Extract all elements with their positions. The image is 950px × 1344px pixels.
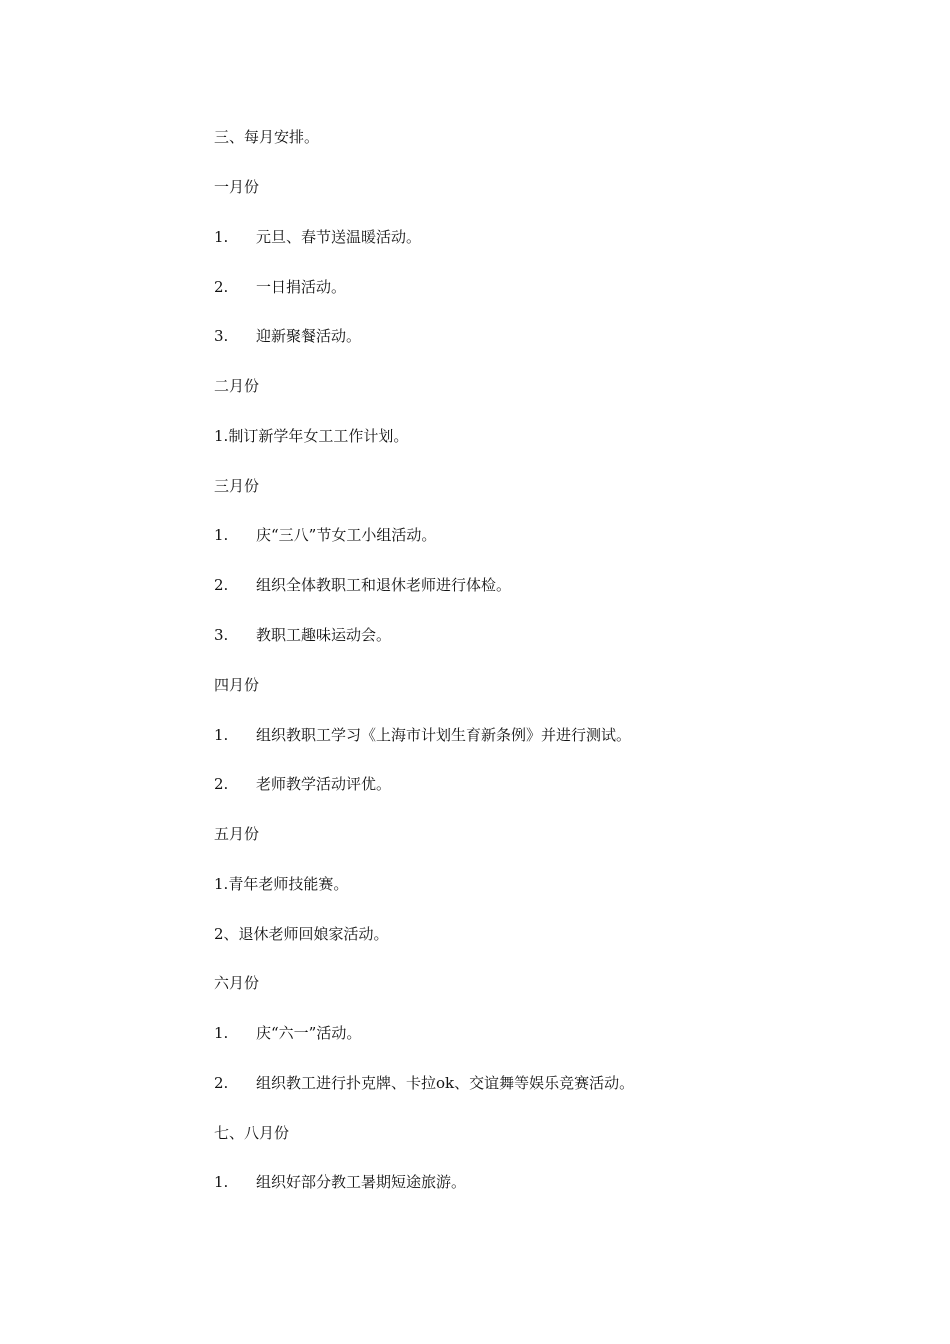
list-item [214,1023,361,1043]
list-item [214,426,408,446]
item-text: 迎新聚餐活动。 [256,327,362,345]
item-text: 退休老师回娘家活动。 [238,925,389,943]
list-item [214,1172,466,1192]
item-text: 庆“三八”节女工小组活动。 [256,526,437,544]
item-number: 1. [214,228,229,246]
item-number: 2、 [214,925,239,943]
item-text: 元旦、春节送温暖活动。 [256,228,422,246]
item-text: 制订新学年女工工作计划。 [228,427,409,445]
month-heading: 二月份 [214,377,260,395]
item-text: 组织教工进行扑克牌、卡拉ok、交谊舞等娱乐竞赛活动。 [256,1074,635,1092]
item-text: 庆“六一”活动。 [256,1024,362,1042]
item-text: 青年老师技能赛。 [228,875,349,893]
list-item [214,227,421,247]
list-item [214,725,631,745]
item-number: 2. [214,1074,229,1092]
list-item [214,625,391,645]
item-number: 3. [214,327,229,345]
list-item [214,774,391,794]
item-text: 组织全体教职工和退休老师进行体检。 [256,576,512,594]
item-text: 组织教职工学习《上海市计划生育新条例》并进行测试。 [256,726,632,744]
item-number: 1. [214,875,229,893]
item-text: 组织好部分教工暑期短途旅游。 [256,1173,467,1191]
item-number: 2. [214,278,229,296]
list-item [214,277,346,297]
month-heading: 三月份 [214,477,260,495]
item-number: 1. [214,526,229,544]
month-heading: 一月份 [214,178,260,196]
item-text: 教职工趣味运动会。 [256,626,392,644]
list-item [214,1073,634,1093]
item-number: 2. [214,576,229,594]
item-text: 老师教学活动评优。 [256,775,392,793]
list-item [214,575,511,595]
item-number: 1. [214,1024,229,1042]
list-item [214,525,436,545]
month-heading: 四月份 [214,676,260,694]
section-heading: 三、每月安排。 [214,128,320,146]
item-text: 一日捐活动。 [256,278,347,296]
month-heading: 五月份 [214,825,260,843]
item-number: 1. [214,1173,229,1191]
list-item [214,326,361,346]
list-item [214,924,389,944]
item-number: 1. [214,726,229,744]
item-number: 1. [214,427,229,445]
item-number: 3. [214,626,229,644]
item-number: 2. [214,775,229,793]
month-heading: 七、八月份 [214,1124,290,1142]
list-item [214,874,348,894]
month-heading: 六月份 [214,974,260,992]
